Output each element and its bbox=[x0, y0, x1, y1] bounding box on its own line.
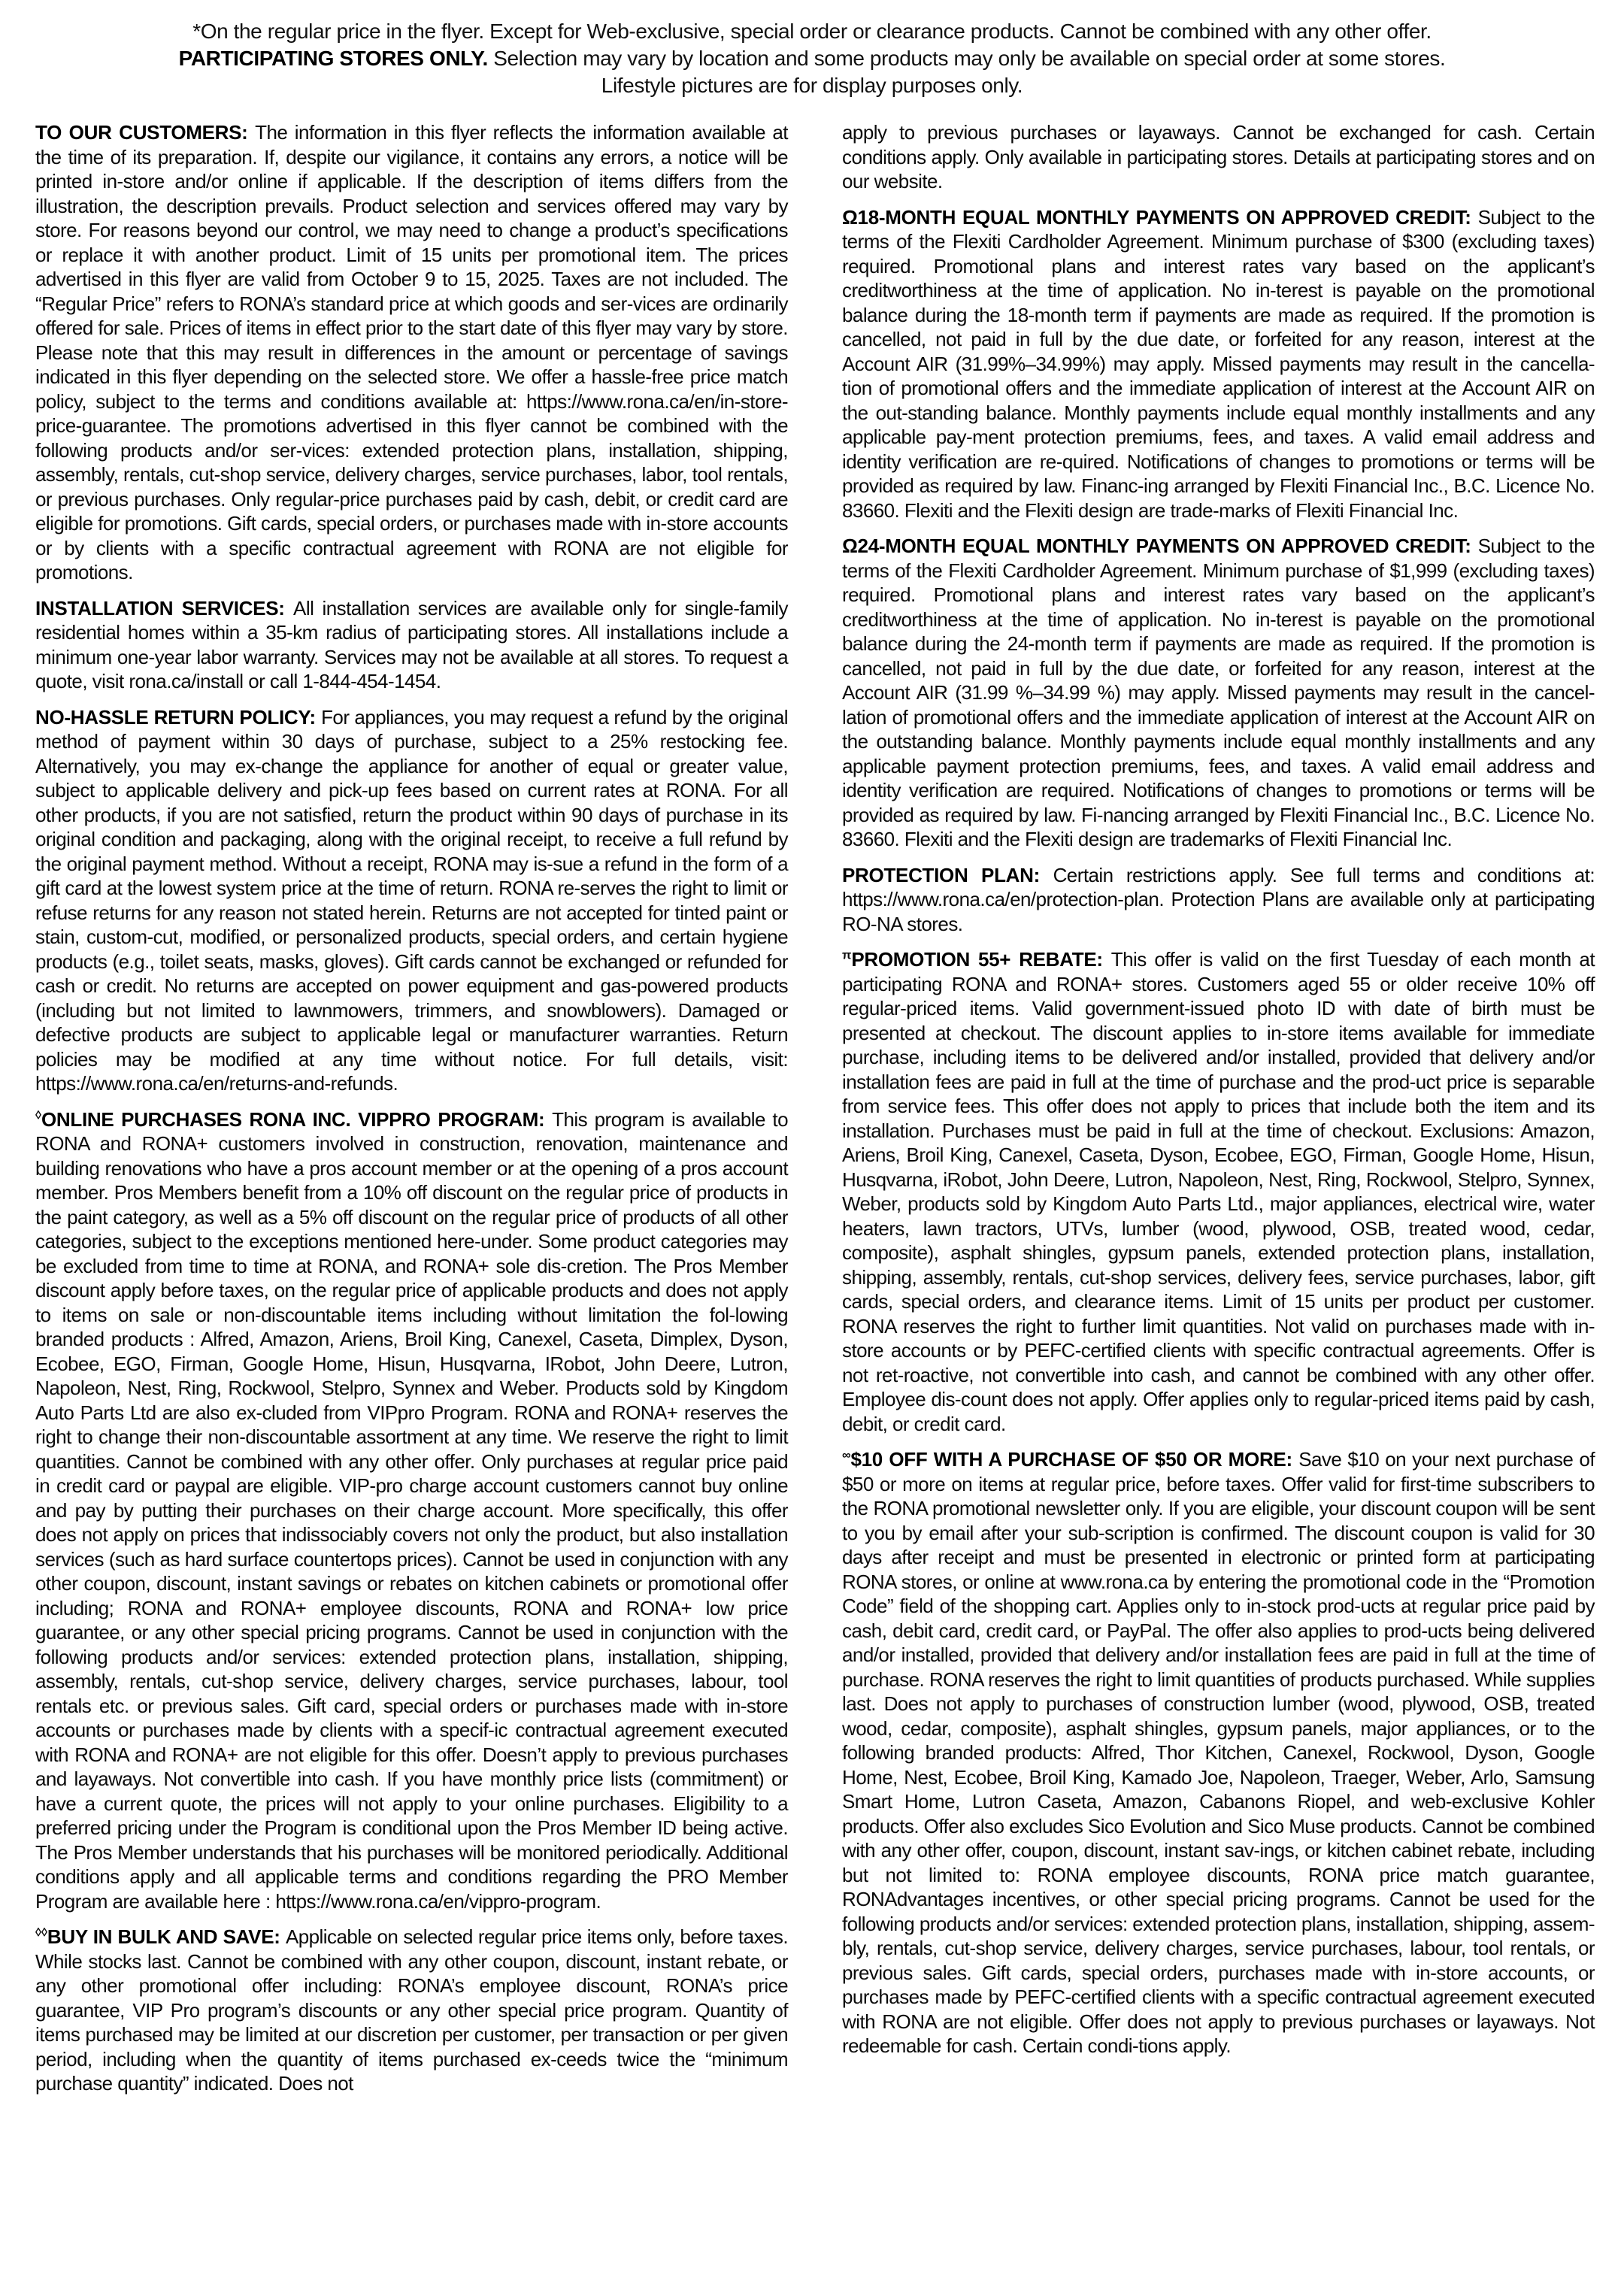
paragraph-heading: NO-HASSLE RETURN POLICY: bbox=[35, 705, 322, 729]
paragraph-body: Save $10 on your next purchase of $50 or more on items at regular price, before taxes. Offer valid for first-time subscribers to the RONA promotional newsletter only. If you are eligible, your discount coupon will be sent to you by email after your sub-scription is confirmed. The discount coupon is valid for 30 days after receipt and must be presented in electronic or printed form at participating RONA stores, or online at www.rona.ca by entering the promotional code in the “Promotion Code” field of the shopping cart. Applies only to in-stock prod-ucts at regular price paid by cash, debit card, credit card, or PayPal. The offer also applies to prod-ucts being delivered and/or installed, provided that delivery and/or installation fees are paid in full at the time of purchase. RONA reserves the right to limit quantities of products purchased. While supplies last. Does not apply to purchases of construction lumber (wood, plywood, OSB, treated wood, cedar, composite), asphalt shingles, gypsum panels, major appliances, or to the following branded products: Alfred, Thor Kitchen, Canexel, Rockwool, Dyson, Google Home, Nest, Ecobee, Broil King, Kamado Joe, Napoleon, Traeger, Weber, Arlo, Samsung Smart Home, Lutron Caseta, Amazon, Cabanons Riopel, and web-exclusive Kohler products. Offer also excludes Sico Evolution and Sico Muse products. Cannot be combined with any other offer, coupon, discount, instant sav-ings, or kitchen cabinet rebate, including but not limited to: RONA employee discounts, RONA price match guarantee, RONAdvantages incentives, or other special pricing programs. Cannot be used for the following products and/or services: extended protection plans, installation, shipping, assem-bly, rentals, cut-shop service, delivery charges, service purchases, labour, tool rentals, or previous sales. Gift cards, special orders, purchases made with in-store accounts, or purchases made by PEFC-certified clients with a specific contractual agreement executed with RONA are not eligible. Offer does not apply to previous purchases or layaways. Not redeemable for cash. Certain condi-tions apply. bbox=[842, 1448, 1595, 2057]
terms-paragraph bbox=[842, 1447, 1595, 2058]
paragraph-heading: PROMOTION 55+ REBATE: bbox=[851, 948, 1111, 971]
paragraph-body: Applicable on selected regular price items only, before taxes. While stocks last. Cannot be combined with any other coupon, discount, instant rebate, or any other promotional offer including: RONA’s employee discount, RONA’s price guarantee, VIP Pro program’s discounts or any other special price program. Quantity of items purchased may be limited at our discretion per customer, per transaction or per given period, including when the quantity of items purchased ex-ceeds twice the “minimum purchase quantity” indicated. Does not bbox=[35, 1925, 788, 2095]
terms-paragraph bbox=[842, 534, 1595, 852]
paragraph-body: Subject to the terms of the Flexiti Cardholder Agreement. Minimum purchase of $300 (excluding taxes) required. Promotional plans and interest rates vary based on the applicant’s creditworthiness at the time of application. No in-terest is payable on the promotional balance during the 18-month term if payments are made as required. If the promotion is cancelled, not paid in full by the due date, or forfeited for any reason, interest at the Account AIR (31.99%–34.99%) may apply. Missed payments may result in the cancella-tion of promotional offers and the immediate application of interest at the Account AIR on the out-standing balance. Monthly payments include equal monthly installments and any applicable pay-ment protection premiums, fees, and taxes. A valid email address and identity verification are re-quired. Notifications of changes to promotions or terms will be provided as required by law. Financ-ing arranged by Flexiti Financial Inc., B.C. Licence No. 83660. Flexiti and the Flexiti design are trade-marks of Flexiti Financial Inc. bbox=[842, 205, 1595, 522]
paragraph-heading: ONLINE PURCHASES RONA INC. VIPPRO PROGRAM: bbox=[41, 1107, 553, 1131]
terms-paragraph bbox=[842, 120, 1595, 194]
participating-stores-label: PARTICIPATING STORES ONLY. bbox=[178, 47, 488, 70]
terms-paragraph bbox=[842, 863, 1595, 937]
footnote-symbol: π bbox=[842, 948, 852, 962]
terms-paragraph bbox=[35, 705, 788, 1096]
footnote-symbol: ◊ bbox=[35, 1107, 41, 1122]
paragraph-heading: Ω24-MONTH EQUAL MONTHLY PAYMENTS ON APPROVED CREDIT: bbox=[842, 535, 1478, 557]
paragraph-body: This program is available to RONA and RONA+ customers involved in construction, renovation, maintenance and building renovations who have a pros account member or at the opening of a pros account member. Pros Members benefit from a 10% off discount on the regular price of products in the paint category, as well as a 5% off discount on the regular price of products of all other categories, subject to the exceptions mentioned here-under. Some product categories may be excluded from time to time at RONA, and RONA+ sole dis-cretion. The Pros Member discount apply before taxes, on the regular price of applicable products and does not apply to items on sale or non-discountable items including without limitation the fol-lowing branded products : Alfred, Amazon, Ariens, Broil King, Canexel, Caseta, Dimplex, Dyson, Ecobee, EGO, Firman, Google Home, Hisun, Husqvarna, IRobot, John Deere, Lutron, Napoleon, Nest, Ring, Rockwool, Stelpro, Synnex and Weber. Products sold by Kingdom Auto Parts Ltd are also ex-cluded from VIPpro Program. RONA and RONA+ reserves the right to change their non-discountable assortment at any time. We reserve the right to limit quantities. Cannot be combined with any other offer. Only purchases at regular price paid in credit card or paypal are eligible. VIP-pro charge account customers cannot buy online and pay by putting their purchases on their charge account. More specifically, this offer does not apply on prices that indissociably covers not only the product, but also installation services (such as hard surface countertops prices). Cannot be used in conjunction with any other coupon, discount, instant savings or rebates on kitchen cabinets or promotional offer including; RONA and RONA+ employee discounts, RONA and RONA+ low price guarantee, or any other special pricing programs. Cannot be used in conjunction with the following products and/or services: extended protection plans, installation, shipping, assembly, rentals, cut-shop service, delivery charges, service purchases, labour, tool rentals etc. or previous sales. Gift card, special orders or purchases made with in-store accounts or purchases made by clients with a specif-ic contractual agreement executed with RONA and RONA+ are not eligible for this offer. Doesn’t apply to previous purchases and layaways. Not convertible into cash. If you have monthly price lists (commitment) or have a current quote, the prices will not apply to your online purchases. Eligibility to a preferred pricing under the Program is conditional upon the Pros Member ID being active. The Pros Member understands that his purchases will be monitored periodically. Additional conditions apply and all applicable terms and conditions regarding the PRO Member Program are available here : https://www.rona.ca/en/vippro-program. bbox=[35, 1107, 788, 1913]
paragraph-body: apply to previous purchases or layaways. Cannot be exchanged for cash. Certain conditions apply. Only available in participating stores. Details at participating stores and on our website. bbox=[842, 121, 1595, 192]
header-line-regular-price-note: *On the regular price in the flyer. Except for Web-exclusive, special order or clearance products. Cannot be combined with any other offer. bbox=[192, 20, 1432, 43]
paragraph-body: All installation services are available only for single-family residential homes within a 35-km radius of participating stores. All installations include a minimum one-year labor warranty. Services may not be available at all stores. To request a quote, visit rona.ca/install or call 1-844-454-1454. bbox=[35, 596, 788, 692]
paragraph-heading: INSTALLATION SERVICES: bbox=[35, 596, 294, 619]
right-column bbox=[842, 120, 1595, 2107]
paragraph-body: The information in this flyer reflects the information available at the time of its preparation. If, despite our vigilance, it contains any errors, a notice will be printed in-store and/or online if applicable. If the description of items differs from the illustration, the description prevails. Product selection and services offered may vary by store. For reasons beyond our control, we may need to change a product’s specifications or replace it with another product. Limit of 15 units per promotional item. The prices advertised in this flyer are valid from October 9 to 15, 2025. Taxes are not included. The “Regular Price” refers to RONA’s standard price at which goods and ser-vices are ordinarily offered for sale. Prices of items in effect prior to the start date of this flyer may vary by store. Please note that this may result in differences in the amount or percentage of savings indicated in this flyer depending on the selected store. We offer a hassle-free price match policy, subject to the terms and conditions available at: https://www.rona.ca/en/in-store-price-guarantee. The promotions advertised in this flyer cannot be combined with the following products and/or ser-vices: extended protection plans, installation, shipping, assembly, rentals, cut-shop service, delivery charges, service purchases, labor, tool rentals, or previous purchases. Only regular-price purchases paid by cash, debit, or credit card are eligible for promotions. Gift cards, special orders, or purchases made with in-store accounts or by clients with a specific contractual agreement with RONA are not eligible for promotions. bbox=[35, 121, 788, 583]
header-line-participating-stores bbox=[0, 45, 1624, 72]
terms-paragraph bbox=[35, 120, 788, 585]
footnote-symbol: ∞ bbox=[842, 1448, 851, 1462]
terms-paragraph bbox=[35, 596, 788, 694]
footnote-symbol: ◊◊ bbox=[35, 1925, 47, 1940]
flyer-header-notes bbox=[0, 0, 1624, 99]
terms-paragraph bbox=[35, 1107, 788, 1914]
left-column bbox=[35, 120, 788, 2107]
terms-paragraph bbox=[842, 947, 1595, 1436]
participating-stores-text: Selection may vary by location and some products may only be available on special order at some stores. bbox=[493, 47, 1446, 70]
terms-paragraph bbox=[842, 205, 1595, 523]
header-line-lifestyle-note: Lifestyle pictures are for display purposes only. bbox=[601, 74, 1023, 97]
paragraph-body: For appliances, you may request a refund by the original method of payment within 30 days of purchase, subject to a 25% restocking fee. Alternatively, you may ex-change the appliance for another of equal or greater value, subject to applicable delivery and pick-up fees based on current rates at RONA. For all other products, if you are not satisfied, return the product within 90 days of purchase in its original condition and packaging, along with the original receipt, to receive a full refund by the original payment method. Without a receipt, RONA may is-sue a refund in the form of a gift card at the lowest system price at the time of return. RONA re-serves the right to limit or refuse returns for any reason not stated herein. Returns are not accepted for tinted paint or stain, custom-cut, modified, or personalized products, special orders, and certain hygiene products (e.g., toilet seats, masks, gloves). Gift cards cannot be exchanged or refunded for cash or credit. No returns are accepted on power equipment and gas-powered products (including but not limited to lawnmowers, trimmers, and snowblowers). Damaged or defective products are subject to applicable legal or manufacturer warranties. Return policies may be modified at any time without notice. For full details, visit: https://www.rona.ca/en/returns-and-refunds. bbox=[35, 705, 789, 1095]
paragraph-body: Subject to the terms of the Flexiti Cardholder Agreement. Minimum purchase of $1,999 (excluding taxes) required. Promotional plans and interest rates vary based on the applicant’s creditworthiness at the time of application. No in-terest is payable on the promotional balance during the 24-month term if payments are made as required. If the promotion is cancelled, not paid in full by the due date, or forfeited for any reason, interest at the Account AIR (31.99 %–34.99 %) may apply. Missed payments may result in the cancel-lation of promotional offers and the immediate application of interest at the Account AIR on the outstanding balance. Monthly payments include equal monthly installments and any applicable payment protection premiums, fees, and taxes. A valid email address and identity verification are required. Notifications of changes to promotions or terms will be provided as required by law. Fi-nancing arranged by Flexiti Financial Inc., B.C. Licence No. 83660. Flexiti and the Flexiti design are trademarks of Flexiti Financial Inc. bbox=[842, 535, 1595, 850]
paragraph-heading: $10 OFF WITH A PURCHASE OF $50 OR MORE: bbox=[850, 1448, 1299, 1471]
terms-paragraph bbox=[35, 1925, 788, 2096]
terms-columns bbox=[0, 120, 1624, 2107]
paragraph-body: This offer is valid on the first Tuesday of each month at participating RONA and RONA+ stores. Customers aged 55 or older receive 10% off regular-priced items. Valid government-issued photo ID with date of birth must be presented at checkout. The discount applies to in-store items available for immediate purchase, including items to be delivered and/or installed, provided that delivery and/or installation fees are paid in full at the time of purchase and the prod-uct price is separable from service fees. This offer does not apply to prices that include both the item and its installation. Purchases must be paid in full at the time of checkout. Exclusions: Amazon, Ariens, Broil King, Canexel, Caseta, Dyson, Ecobee, EGO, Firman, Google Home, Hisun, Husqvarna, iRobot, John Deere, Lutron, Napoleon, Nest, Ring, Rockwool, Stelpro, Synnex, Weber, products sold by Kingdom Auto Parts Ltd., major appliances, electrical wire, water heaters, lawn tractors, UTVs, lumber (wood, plywood, OSB, treated wood, cedar, composite), asphalt shingles, gypsum panels, extended protection plans, installation, shipping, assembly, rentals, cut-shop services, delivery fees, service purchases, labor, gift cards, special orders, and clearance items. Limit of 15 units per product per customer. RONA reserves the right to further limit quantities. Not valid on purchases made with in-store accounts or by PEFC-certified clients with specific contractual agreements. Offer is not ret-roactive, not convertible into cash, and cannot be combined with any other offer. Employee dis-count does not apply. Offer applies only to regular-priced items paid by cash, debit, or credit card. bbox=[842, 948, 1595, 1435]
paragraph-heading: PROTECTION PLAN: bbox=[842, 863, 1053, 886]
paragraph-heading: TO OUR CUSTOMERS: bbox=[35, 121, 256, 144]
paragraph-heading: BUY IN BULK AND SAVE: bbox=[47, 1925, 286, 1948]
paragraph-heading: Ω18-MONTH EQUAL MONTHLY PAYMENTS ON APPROVED CREDIT: bbox=[842, 205, 1478, 229]
paragraph-body: Certain restrictions apply. See full terms and conditions at: https://www.rona.ca/en/protection-plan. Protection Plans are available only at participating RO-NA stores. bbox=[842, 863, 1595, 935]
